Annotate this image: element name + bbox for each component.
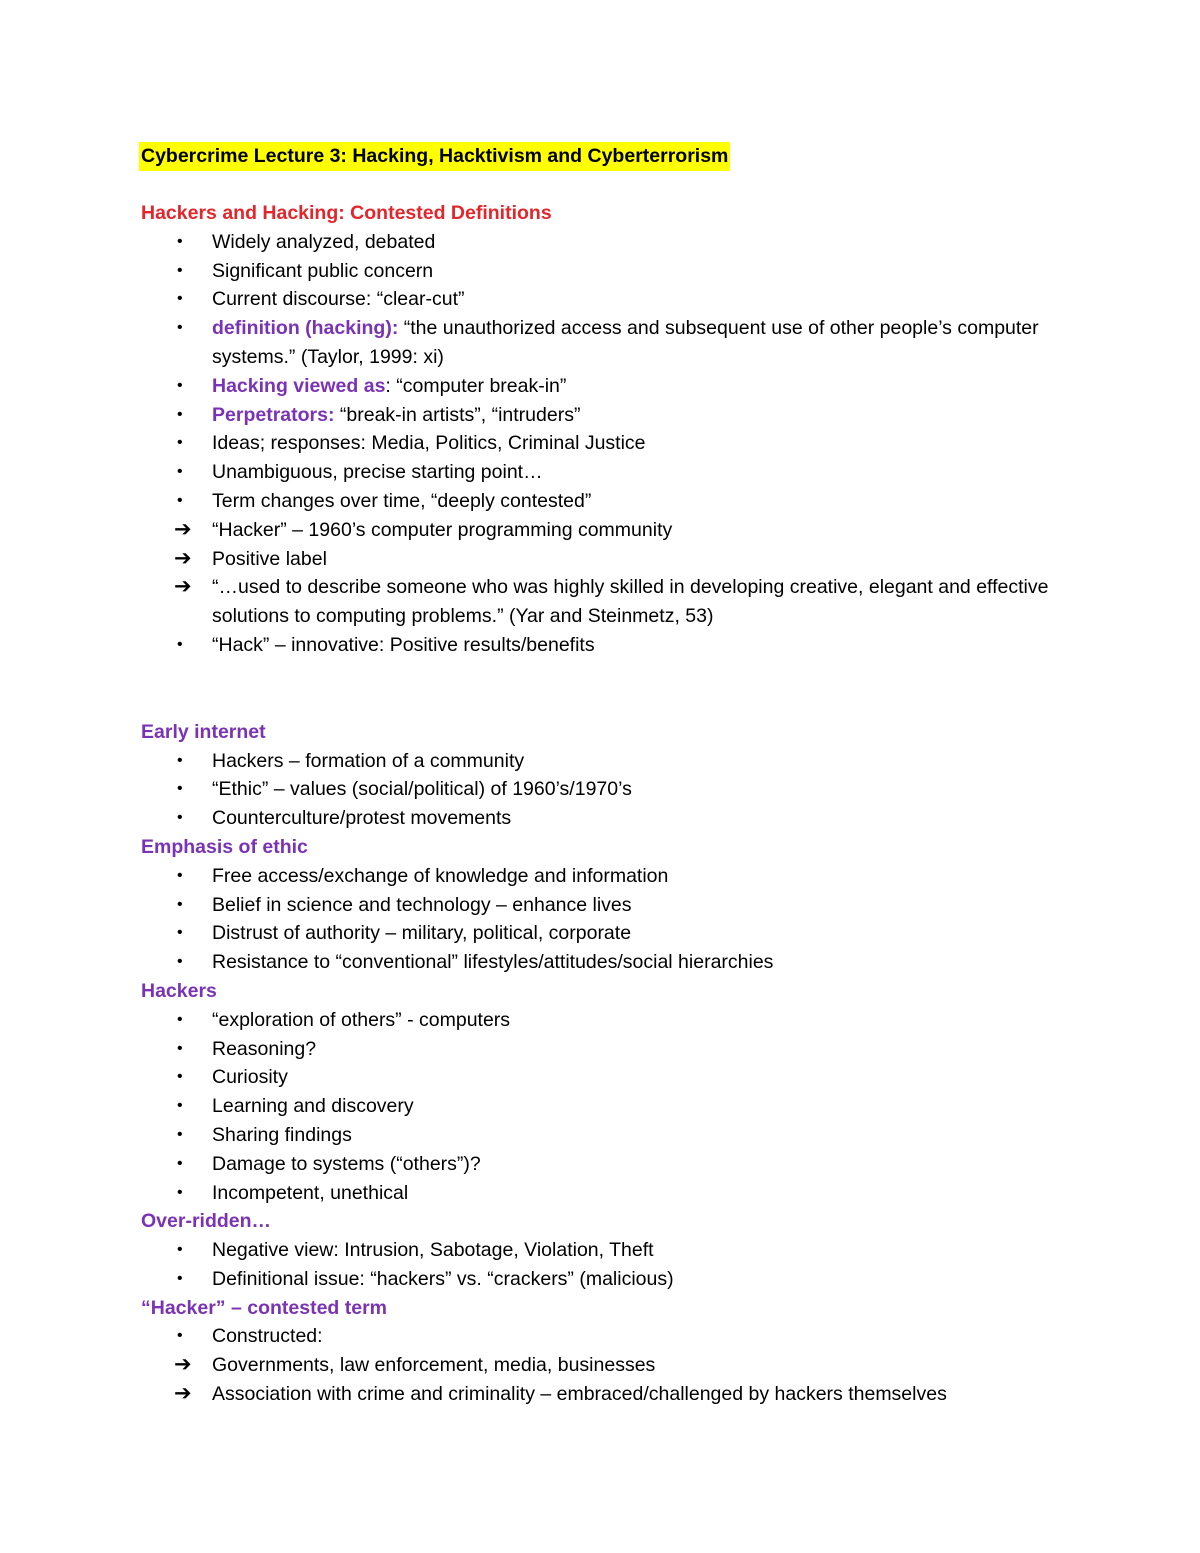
item-text: : “computer break-in”	[385, 374, 567, 397]
bullet-icon: •	[177, 1068, 183, 1086]
section-heading: Emphasis of ethic	[141, 835, 308, 858]
section	[141, 199, 1101, 660]
list-item	[141, 1121, 1101, 1150]
bullet-icon: •	[177, 1010, 183, 1028]
bullet-icon: •	[177, 434, 183, 452]
bullet-icon: •	[177, 809, 183, 827]
item-text: Significant public concern	[212, 259, 434, 282]
list-item	[141, 401, 1101, 430]
list-item	[141, 429, 1101, 458]
section-heading: Hackers and Hacking: Contested Definitions	[141, 202, 552, 224]
bullet-icon: •	[177, 405, 183, 423]
spacer	[141, 171, 1101, 199]
item-text: Definitional issue: “hackers” vs. “crackers” (malicious)	[212, 1267, 674, 1290]
bullet-icon: •	[177, 319, 183, 337]
item-text: Belief in science and technology – enhance lives	[212, 893, 632, 916]
list-item	[141, 862, 1101, 891]
list-item	[141, 1380, 1101, 1409]
section-heading: “Hacker” – contested term	[141, 1296, 388, 1319]
section	[141, 1207, 1101, 1293]
list-item	[141, 285, 1101, 314]
bullet-icon: •	[177, 261, 183, 279]
item-text: Governments, law enforcement, media, businesses	[212, 1354, 656, 1377]
item-text: Ideas; responses: Media, Politics, Criminal Justice	[212, 432, 646, 455]
list-item	[141, 228, 1101, 257]
bullet-icon: •	[177, 1154, 183, 1172]
bullet-icon: •	[177, 780, 183, 798]
list-item	[141, 314, 1101, 372]
arrow-icon: ➔	[174, 546, 192, 570]
bullet-list	[141, 228, 1101, 660]
item-text: “the unauthorized access and subsequent use of other people’s computer systems.” (Taylor, 1999: xi)	[212, 317, 1039, 368]
list-item	[141, 487, 1101, 516]
item-text: “Hacker” – 1960’s computer programming community	[212, 518, 673, 541]
bullet-icon: •	[177, 491, 183, 509]
list-item	[141, 1063, 1101, 1092]
item-text: Widely analyzed, debated	[212, 230, 436, 253]
list-item	[141, 631, 1101, 660]
section	[141, 1294, 1101, 1409]
section-heading: Over-ridden…	[141, 1210, 272, 1233]
item-text: Free access/exchange of knowledge and information	[212, 864, 669, 887]
item-text: Constructed:	[212, 1325, 323, 1348]
item-lead-term: definition (hacking):	[212, 317, 399, 340]
item-text: Negative view: Intrusion, Sabotage, Violation, Theft	[212, 1239, 654, 1262]
section	[141, 977, 1101, 1207]
item-text: “Ethic” – values (social/political) of 1960’s/1970’s	[212, 778, 632, 801]
list-item	[141, 1035, 1101, 1064]
list-item	[141, 775, 1101, 804]
bullet-icon: •	[177, 924, 183, 942]
bullet-icon: •	[177, 1183, 183, 1201]
list-item	[141, 1006, 1101, 1035]
list-item	[141, 1351, 1101, 1380]
bullet-icon: •	[177, 635, 183, 653]
list-item	[141, 891, 1101, 920]
list-item	[141, 458, 1101, 487]
sections-container	[141, 199, 1101, 1409]
item-text: Association with crime and criminality – embraced/challenged by hackers themselves	[212, 1383, 947, 1406]
item-text: “…used to describe someone who was highly skilled in developing creative, elegant and effective solutions to computing problems.” (Yar and Steinmetz, 53)	[212, 576, 1049, 628]
section	[141, 833, 1101, 977]
bullet-icon: •	[177, 463, 183, 481]
list-item	[141, 1236, 1101, 1265]
list-item	[141, 1265, 1101, 1294]
list-item	[141, 516, 1101, 545]
bullet-icon: •	[177, 290, 183, 308]
item-text: Hackers – formation of a community	[212, 749, 525, 772]
arrow-icon: ➔	[174, 575, 192, 599]
bullet-icon: •	[177, 232, 183, 250]
item-text: Damage to systems (“others”)?	[212, 1152, 481, 1175]
list-item	[141, 919, 1101, 948]
item-text: Term changes over time, “deeply contested”	[212, 489, 592, 512]
item-text: Resistance to “conventional” lifestyles/attitudes/social hierarchies	[212, 951, 774, 974]
bullet-icon: •	[177, 866, 183, 884]
item-text: Sharing findings	[212, 1123, 352, 1146]
section-heading: Hackers	[141, 979, 217, 1002]
list-item	[141, 1092, 1101, 1121]
list-item	[141, 747, 1101, 776]
bullet-list	[141, 1236, 1101, 1294]
bullet-icon: •	[177, 1327, 183, 1345]
item-text: Reasoning?	[212, 1037, 317, 1060]
bullet-icon: •	[177, 1241, 183, 1259]
bullet-list	[141, 1006, 1101, 1208]
bullet-icon: •	[177, 1269, 183, 1287]
item-text: Current discourse: “clear-cut”	[212, 288, 465, 311]
bullet-icon: •	[177, 1125, 183, 1143]
item-lead-term: Hacking viewed as	[212, 374, 386, 397]
item-text: “break-in artists”, “intruders”	[334, 403, 581, 426]
list-item	[141, 545, 1101, 574]
item-text: “exploration of others” - computers	[212, 1008, 511, 1031]
bullet-icon: •	[177, 953, 183, 971]
item-text: Unambiguous, precise starting point…	[212, 461, 543, 484]
arrow-icon: ➔	[174, 517, 192, 541]
item-text: Incompetent, unethical	[212, 1181, 409, 1204]
list-item	[141, 372, 1101, 401]
bullet-icon: •	[177, 1039, 183, 1057]
item-text: Curiosity	[212, 1066, 288, 1089]
list-item	[141, 257, 1101, 286]
bullet-icon: •	[177, 751, 183, 769]
list-item	[141, 1179, 1101, 1208]
item-text: Distrust of authority – military, political, corporate	[212, 922, 632, 945]
item-text: Learning and discovery	[212, 1095, 414, 1118]
bullet-icon: •	[177, 895, 183, 913]
list-item	[141, 1322, 1101, 1351]
bullet-list	[141, 1322, 1101, 1408]
document-title: Cybercrime Lecture 3: Hacking, Hacktivism and Cyberterrorism	[139, 142, 730, 171]
section	[141, 718, 1101, 833]
bullet-icon: •	[177, 1097, 183, 1115]
section-heading: Early internet	[141, 720, 266, 743]
bullet-icon: •	[177, 376, 183, 394]
bullet-list	[141, 747, 1101, 833]
arrow-icon: ➔	[174, 1382, 192, 1406]
item-lead-term: Perpetrators:	[212, 403, 335, 426]
list-item	[141, 948, 1101, 977]
item-text: Counterculture/protest movements	[212, 807, 512, 830]
bullet-list	[141, 862, 1101, 977]
item-text: Positive label	[212, 547, 327, 570]
list-item	[141, 804, 1101, 833]
list-item	[141, 1150, 1101, 1179]
item-text: “Hack” – innovative: Positive results/benefits	[212, 633, 595, 656]
arrow-icon: ➔	[174, 1353, 192, 1377]
lecture-notes	[141, 142, 1101, 1409]
spacer	[141, 660, 1101, 718]
list-item	[141, 573, 1101, 631]
